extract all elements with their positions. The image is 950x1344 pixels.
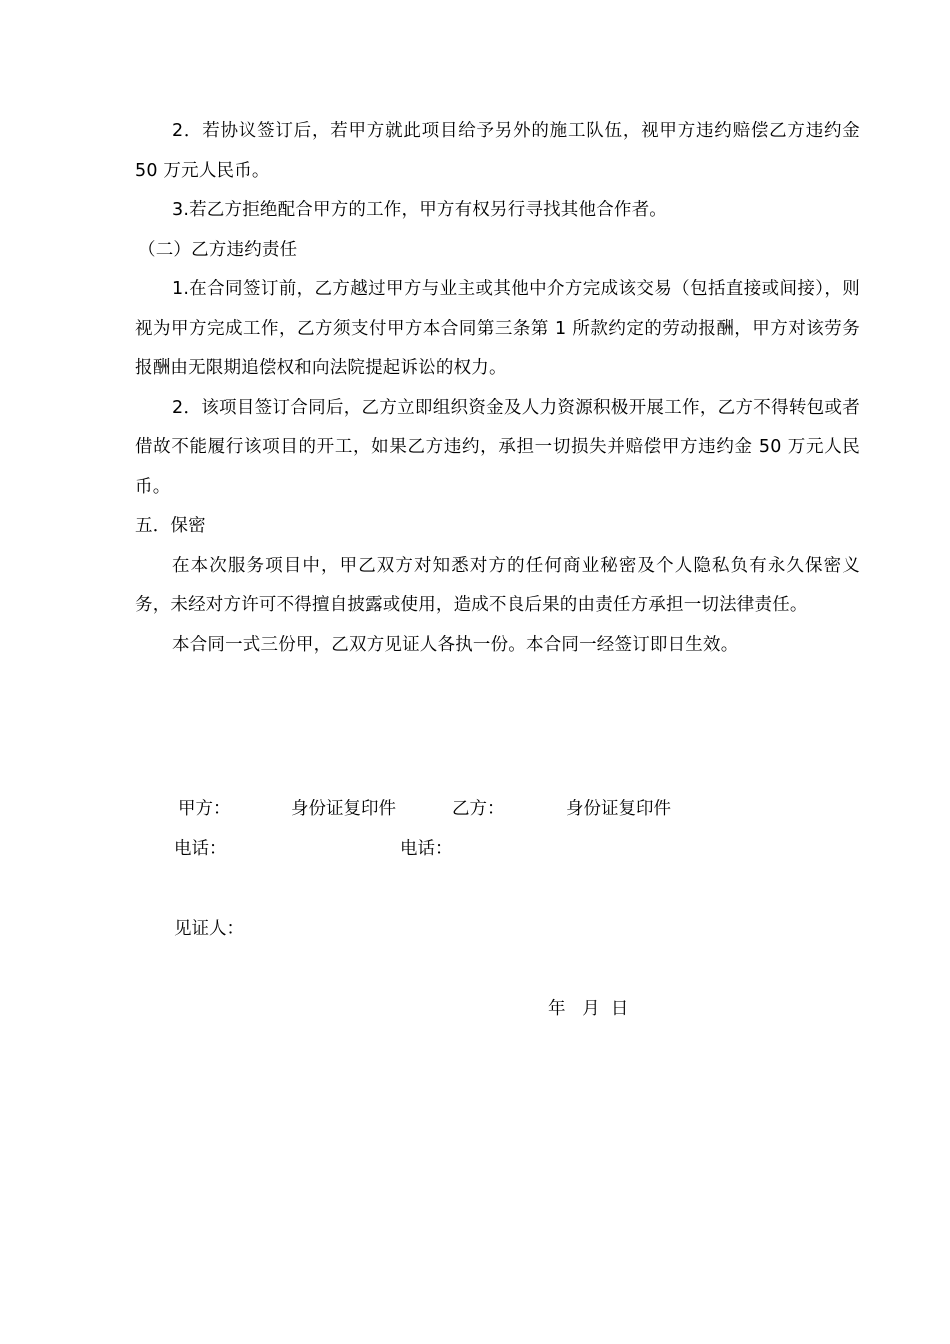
witness-label: 见证人：	[174, 919, 244, 939]
clause-copies-effectiveness: 本合同一式三份甲，乙双方见证人各执一份。本合同一经签订即日生效。	[172, 634, 739, 655]
clause-party-b-breach-2: 2．该项目签订合同后，乙方立即组织资金及人力资源积极开展工作，乙方不得转包或者借故不能履行该项目的开工，如果乙方违约，承担一切损失并赔偿甲方违约金 50 万元人民币。	[135, 397, 860, 497]
clause-confidentiality: 在本次服务项目中，甲乙双方对知悉对方的任何商业秘密及个人隐私负有永久保密义务，未经对方许可不得擅自披露或使用，造成不良后果的由责任方承担一切法律责任。	[135, 555, 860, 615]
party-b-id-copy: 身份证复印件	[566, 799, 671, 819]
section-party-b-liability-heading: （二）乙方违约责任	[138, 239, 298, 260]
party-b-label: 乙方：	[452, 799, 505, 819]
clause-party-b-breach-1: 1.在合同签订前，乙方越过甲方与业主或其他中介方完成该交易（包括直接或间接），则视为甲方完成工作，乙方须支付甲方本合同第三条第 1 所款约定的劳动报酬，甲方对该劳务报酬由无限期追偿权和向法院提起诉讼的权力。	[135, 279, 860, 378]
clause-party-a-breach-2: 2．若协议签订后，若甲方就此项目给予另外的施工队伍，视甲方违约赔偿乙方违约金 50 万元人民币。	[135, 121, 860, 181]
clause-party-a-breach-3: 3.若乙方拒绝配合甲方的工作，甲方有权另行寻找其他合作者。	[172, 200, 667, 220]
party-a-id-copy: 身份证复印件	[291, 799, 396, 819]
phone-a-label: 电话：	[174, 839, 227, 859]
signing-date: 年 月 日	[548, 999, 629, 1019]
party-a-label: 甲方：	[178, 799, 231, 819]
section-confidentiality-heading: 五．保密	[135, 516, 206, 536]
contract-body	[135, 112, 860, 665]
phone-b-label: 电话：	[400, 839, 453, 859]
